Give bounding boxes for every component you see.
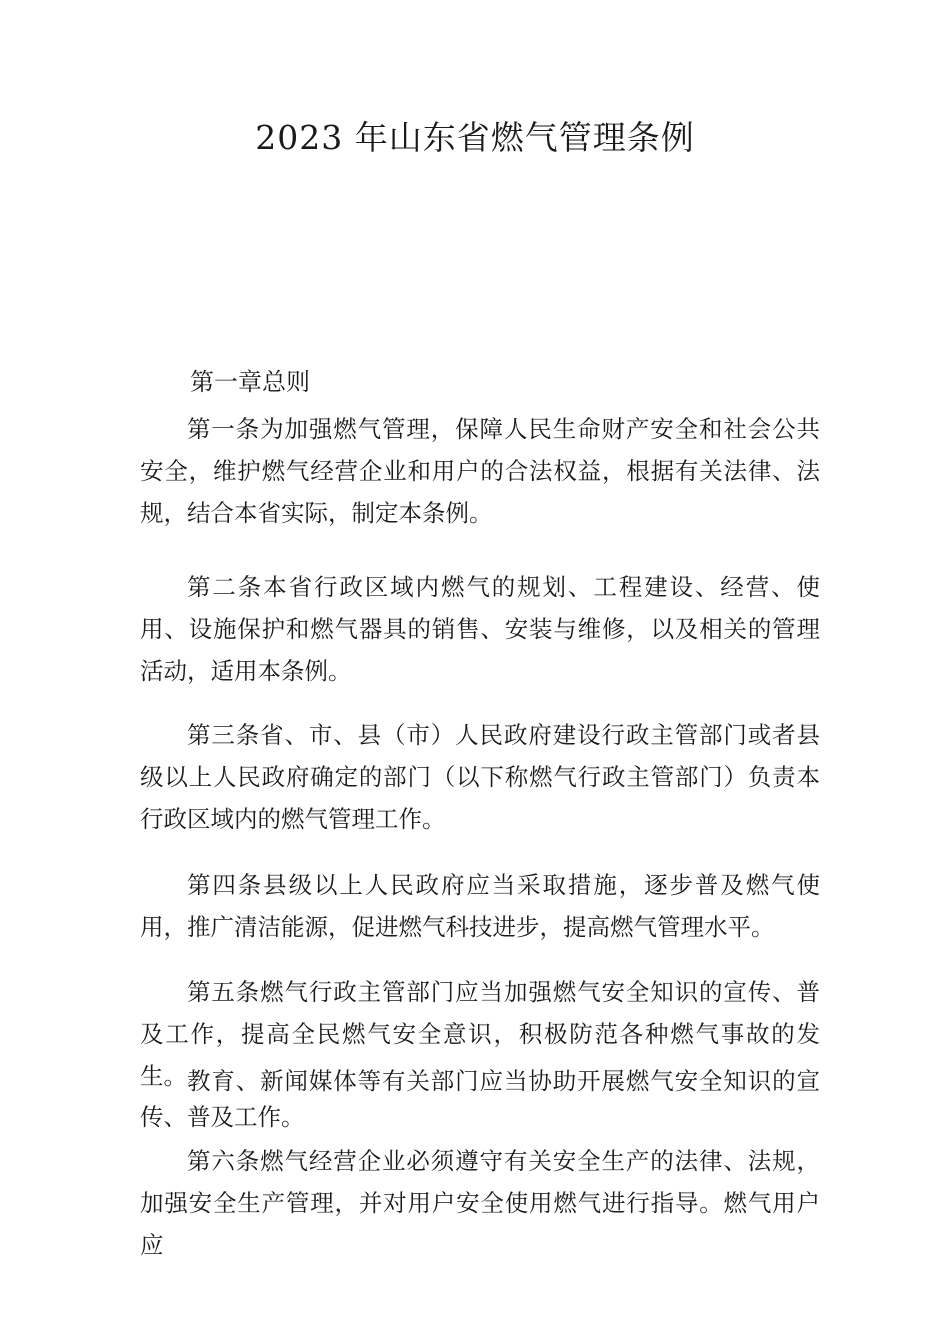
article-1-paragraph: 第一条为加强燃气管理，保障人民生命财产安全和社会公共安全，维护燃气经营企业和用户的合法权益，根据有关法律、法规，结合本省实际，制定本条例。 — [140, 415, 820, 527]
chapter-heading: 第一章总则 — [190, 368, 310, 396]
article-5-continuation-paragraph: 教育、新闻媒体等有关部门应当协助开展燃气安全知识的宣传、普及工作。 — [140, 1067, 820, 1131]
article-4-paragraph: 第四条县级以上人民政府应当采取措施，逐步普及燃气使用，推广清洁能源，促进燃气科技进步，提高燃气管理水平。 — [140, 871, 820, 941]
article-2-paragraph: 第二条本省行政区域内燃气的规划、工程建设、经营、使用、设施保护和燃气器具的销售、安装与维修，以及相关的管理活动，适用本条例。 — [140, 573, 820, 685]
document-title: 2023 年山东省燃气管理条例 — [255, 118, 695, 157]
article-3-paragraph: 第三条省、市、县（市）人民政府建设行政主管部门或者县级以上人民政府确定的部门（以下称燃气行政主管部门）负责本行政区域内的燃气管理工作。 — [140, 721, 820, 833]
article-5-paragraph: 第五条燃气行政主管部门应当加强燃气安全知识的宣传、普及工作，提高全民燃气安全意识，积极防范各种燃气事故的发生。 — [140, 978, 820, 1090]
article-6-paragraph: 第六条燃气经营企业必须遵守有关安全生产的法律、法规，加强安全生产管理，并对用户安全使用燃气进行指导。燃气用户应 — [140, 1147, 820, 1259]
